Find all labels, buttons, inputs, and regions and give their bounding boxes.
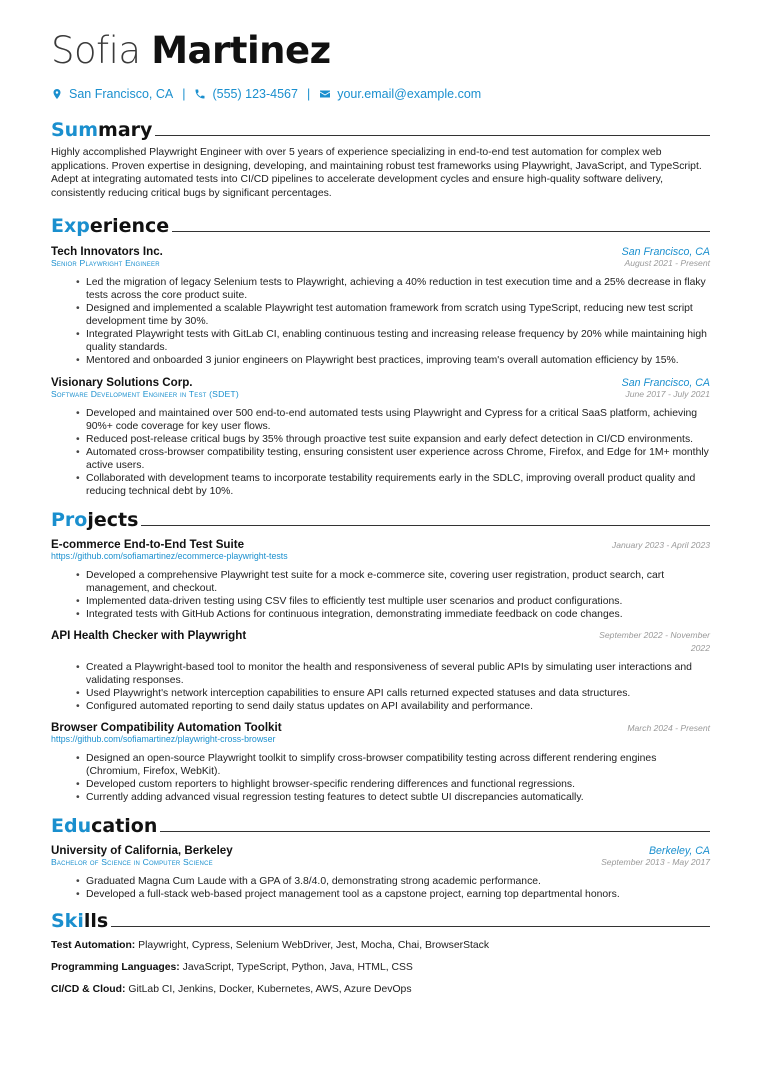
company-name: Tech Innovators Inc. (51, 245, 163, 259)
skill-label: CI/CD & Cloud: (51, 984, 126, 996)
list-item: • Integrated Playwright tests with GitLab CI, enabling continuous testing and increasing release frequency by 20% while maintaining high quality standards. (76, 328, 710, 354)
phone-icon (194, 88, 206, 100)
list-item: • Currently adding advanced visual regression testing features to detect subtle UI discrepancies automatically. (76, 791, 710, 804)
skill-row (51, 961, 710, 975)
contact-phone[interactable] (194, 87, 297, 101)
contact-separator: | (306, 87, 311, 101)
education-entry (51, 844, 710, 901)
list-item: • Integrated tests with GitHub Actions for continuous integration, demonstrating immediate feedback on code changes. (76, 608, 710, 621)
map-marker-icon (51, 88, 63, 100)
projects-heading: Projects (51, 506, 710, 530)
project-name: E-commerce End-to-End Test Suite (51, 538, 245, 552)
list-item: • Developed a comprehensive Playwright test suite for a mock e-commerce site, covering user registration, product search, cart management, and checkout. (76, 569, 710, 595)
list-item: • Configured automated reporting to send daily status updates on API availability and performance. (76, 700, 710, 713)
list-item: • Designed an open-source Playwright toolkit to simplify cross-browser compatibility testing across different rendering engines (Chromium, Firefox, WebKit). (76, 752, 710, 778)
section-divider (155, 135, 710, 136)
experience-entry (51, 245, 710, 367)
experience-entry (51, 376, 710, 498)
project-link[interactable]: https://github.com/sofiamartinez/ecommerce-playwright-tests (51, 551, 288, 562)
project-link[interactable]: https://github.com/sofiamartinez/playwright-cross-browser (51, 734, 276, 745)
section-divider (172, 231, 710, 232)
list-item: • Led the migration of legacy Selenium tests to Playwright, achieving a 40% reduction in test execution time and a 25% decrease in flaky tests across the core product suite. (76, 276, 710, 302)
education-bullets (51, 875, 710, 901)
project-name: Browser Compatibility Automation Toolkit (51, 721, 282, 735)
skills-list (51, 939, 710, 997)
job-bullets (51, 276, 710, 367)
contact-location (51, 87, 173, 101)
project-entry (51, 629, 710, 713)
location-text: San Francisco, CA (69, 87, 174, 101)
job-bullets (51, 407, 710, 498)
job-title: Senior Playwright Engineer (51, 258, 160, 269)
project-name: API Health Checker with Playwright (51, 629, 247, 643)
candidate-name (51, 28, 710, 74)
contact-line (51, 86, 710, 102)
skill-value: JavaScript, TypeScript, Python, Java, HTML, CSS (182, 962, 413, 974)
list-item: • Mentored and onboarded 3 junior engineers on Playwright best practices, improving team's overall automation efficiency by 15%. (76, 354, 710, 367)
section-divider (141, 525, 710, 526)
last-name: Martinez (151, 29, 331, 72)
project-entry (51, 538, 710, 621)
section-divider (111, 926, 710, 927)
list-item: • Used Playwright's network interception capabilities to ensure API calls returned expected statuses and data structures. (76, 687, 710, 700)
school-name: University of California, Berkeley (51, 844, 233, 858)
job-dates: August 2021 - Present (624, 258, 710, 269)
list-item: • Automated cross-browser compatibility testing, ensuring consistent user experience across Chrome, Firefox, and Edge for 1M+ monthly active users. (76, 446, 710, 472)
list-item: • Developed a full-stack web-based project management tool as a capstone project, earning top departmental honors. (76, 888, 710, 901)
job-dates: June 2017 - July 2021 (625, 389, 710, 400)
project-dates: September 2022 - November 2022 (599, 630, 710, 654)
skill-value: Playwright, Cypress, Selenium WebDriver, Jest, Mocha, Chai, BrowserStack (138, 940, 490, 952)
list-item: • Collaborated with development teams to incorporate testability requirements early in the SDLC, improving overall product quality and reducing technical debt by 10%. (76, 472, 710, 498)
list-item: • Created a Playwright-based tool to monitor the health and responsiveness of several public APIs by simulating user interactions and validating responses. (76, 661, 710, 687)
list-item: • Graduated Magna Cum Laude with a GPA of 3.8/4.0, demonstrating strong academic performance. (76, 875, 710, 888)
project-bullets (51, 569, 710, 621)
education-dates: September 2013 - May 2017 (601, 857, 710, 868)
list-item: • Developed custom reporters to highlight browser-specific rendering differences and functional regressions. (76, 778, 710, 791)
summary-heading: Summary (51, 116, 710, 140)
skill-label: Test Automation: (51, 940, 136, 952)
list-item: • Reduced post-release critical bugs by 35% through proactive test suite expansion and early defect detection in CI/CD environments. (76, 433, 710, 446)
section-divider (160, 831, 710, 832)
skill-row (51, 939, 710, 953)
project-entry (51, 721, 710, 804)
skill-value: GitLab CI, Jenkins, Docker, Kubernetes, AWS, Azure DevOps (128, 984, 412, 996)
skills-heading: Skills (51, 907, 710, 931)
project-bullets (51, 661, 710, 713)
contact-email[interactable] (319, 87, 481, 101)
skill-row (51, 983, 710, 997)
list-item: • Designed and implemented a scalable Playwright test automation framework from scratch using TypeScript, reducing new test script development time by 30%. (76, 302, 710, 328)
list-item: • Implemented data-driven testing using CSV files to efficiently test multiple user scenarios and product configurations. (76, 595, 710, 608)
education-heading: Education (51, 812, 710, 836)
project-dates: January 2023 - April 2023 (611, 540, 710, 551)
experience-heading: Experience (51, 212, 710, 236)
job-location: San Francisco, CA (621, 246, 710, 259)
list-item: • Developed and maintained over 500 end-to-end automated tests using Playwright and Cypress for a critical SaaS platform, achieving 90%+ code coverage for key user flows. (76, 407, 710, 433)
job-title: Software Development Engineer in Test (SDET) (51, 389, 239, 400)
skill-label: Programming Languages: (51, 962, 180, 974)
contact-separator: | (182, 87, 186, 101)
job-location: San Francisco, CA (621, 377, 710, 390)
company-name: Visionary Solutions Corp. (51, 376, 193, 390)
email-text: your.email@example.com (337, 87, 482, 101)
phone-text: (555) 123-4567 (212, 87, 298, 101)
project-bullets (51, 752, 710, 804)
first-name: Sofia (51, 29, 141, 72)
project-dates: March 2024 - Present (627, 723, 710, 734)
degree: Bachelor of Science in Computer Science (51, 857, 213, 868)
summary-text: Highly accomplished Playwright Engineer with over 5 years of experience specializing in end-to-end test automation for complex web applications. Proven expertise in designing, developing, and maintaining robust test frameworks using Playwright, JavaScript, and TypeScript. Adept at integrating automated tests into CI/CD pipelines to accelerate development cycles and ensure high-quality software delivery, consistently reducing critical bugs by significant percentages. (51, 147, 702, 199)
envelope-icon (319, 88, 331, 100)
school-location: Berkeley, CA (648, 845, 710, 858)
